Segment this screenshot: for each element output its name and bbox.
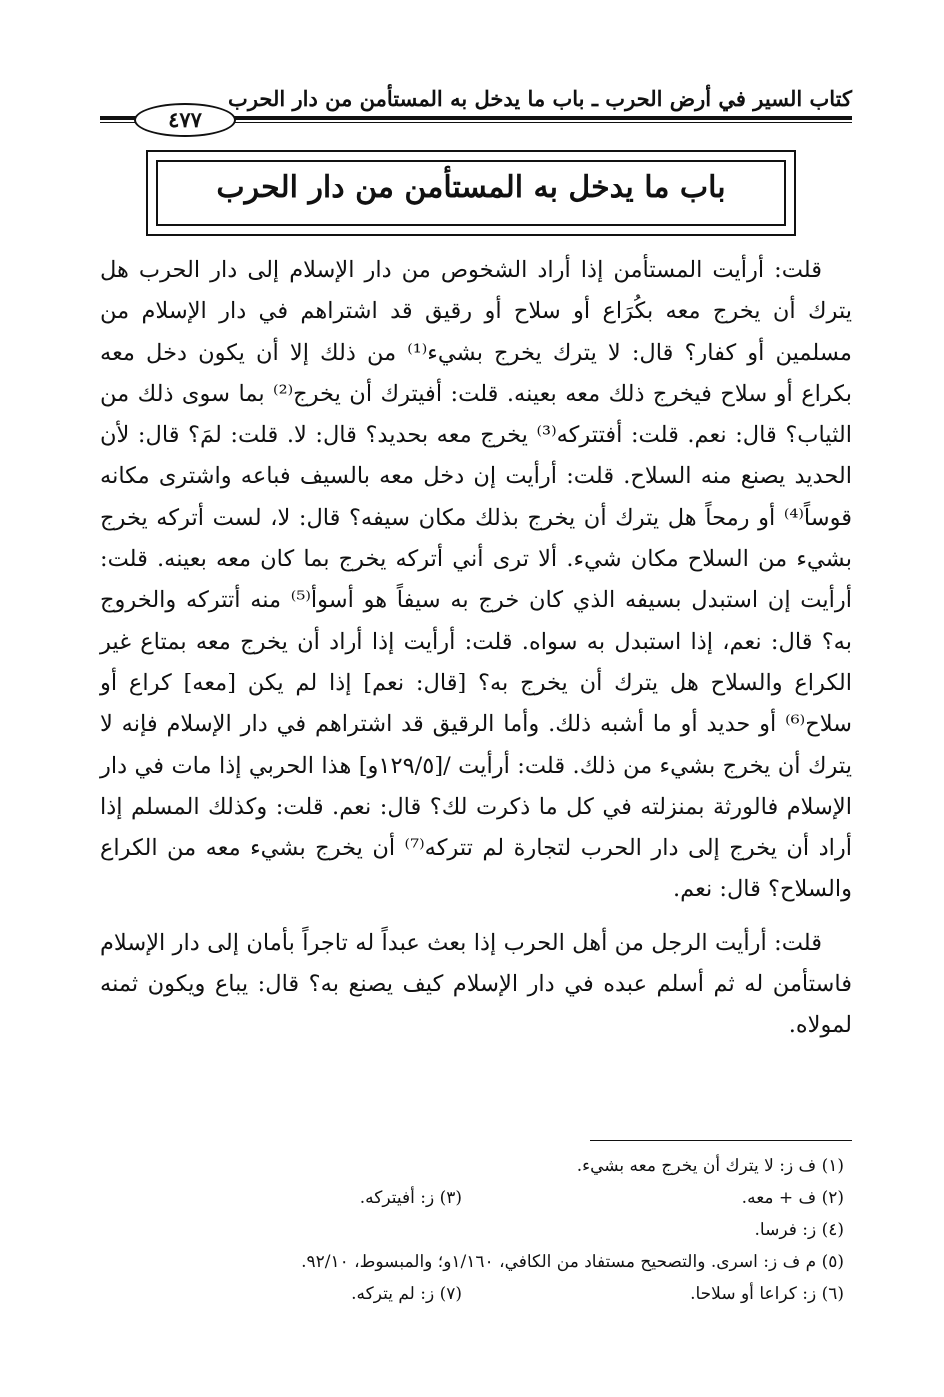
- footnote: (٦) ز: كراعا أو سلاحا.: [690, 1284, 844, 1304]
- footnote-row: [100, 1214, 852, 1246]
- footnote-row: [100, 1150, 852, 1182]
- footnotes: [100, 1150, 852, 1310]
- chapter-title-inner-frame: [156, 160, 786, 226]
- footnote: (١) ف ز: لا يترك أن يخرج معه بشيء.: [576, 1156, 844, 1176]
- body-text: [100, 250, 852, 1047]
- footnote: (٧) ز: لم يتركه.: [351, 1284, 462, 1304]
- footnote: (٤) ز: فرسا.: [754, 1220, 844, 1240]
- chapter-title-frame: [146, 150, 796, 236]
- footnote: (٢) ف + معه.: [741, 1188, 844, 1208]
- footnote-row: [100, 1246, 852, 1278]
- paragraph: قلت: أرأيت المستأمن إذا أراد الشخوص من دار الإسلام إلى دار الحرب هل يترك أن يخرج معه بكُرَاع أو سلاح أو رقيق قد اشتراهم في دار الإسلام من مسلمين أو كفار؟ قال: لا يترك يخرج بشيء⁽¹⁾ من ذلك إلا أن يكون دخل معه بكراع أو سلاح فيخرج ذلك معه بعينه. قلت: أفيترك أن يخرج⁽²⁾ بما سوى ذلك من الثياب؟ قال: نعم. قلت: أفتتركه⁽³⁾ يخرج معه بحديد؟ قال: لا. قلت: لمَ؟ قال: لأن الحديد يصنع منه السلاح. قلت: أرأيت إن دخل معه بالسيف فباعه واشترى مكانه قوساً⁽⁴⁾ أو رمحاً هل يترك أن يخرج بذلك مكان سيفه؟ قال: لا، لست أتركه يخرج بشيء من السلاح مكان شيء. ألا ترى أني أتركه يخرج بما كان معه بعينه. قلت: أرأيت إن استبدل بسيفه الذي كان خرج به سيفاً هو أسوأ⁽⁵⁾ منه أتتركه والخروج به؟ قال: نعم، إذا استبدل به سواه. قلت: أرأيت إذا أراد أن يخرج معه بمتاع غير الكراع والسلاح هل يترك أن يخرج به؟ [قال: نعم] إذا لم يكن [معه] كراع أو سلاح⁽⁶⁾ أو حديد أو ما أشبه ذلك. وأما الرقيق قد اشتراهم في دار الإسلام فإنه لا يترك أن يخرج بشيء من ذلك. قلت: أرأيت /[١٢٩/٥و] هذا الحربي إذا مات في دار الإسلام فالورثة بمنزلته في كل ما ذكرت لك؟ قال: نعم. قلت: وكذلك المسلم إذا أراد أن يخرج إلى دار الحرب لتجارة لم تتركه⁽⁷⁾ أن يخرج بشيء معه من الكراع والسلاح؟ قال: نعم.: [100, 257, 852, 903]
- chapter-title: باب ما يدخل به المستأمن من دار الحرب: [216, 170, 726, 205]
- running-title: كتاب السير في أرض الحرب ـ باب ما يدخل به المستأمن من دار الحرب: [228, 86, 852, 111]
- footnote-separator: [590, 1140, 852, 1141]
- page-number: ٤٧٧: [134, 103, 236, 137]
- footnote-row: [100, 1278, 852, 1310]
- footnote-row: [100, 1182, 852, 1214]
- footnote: (٥) م ف ز: اسرى. والتصحيح مستفاد من الكافي، ١/١٦٠و؛ والمبسوط، ٩٢/١٠.: [301, 1252, 844, 1272]
- paragraph: قلت: أرأيت الرجل من أهل الحرب إذا بعث عبداً له تاجراً بأمان إلى دار الإسلام فاستأمن له ثم أسلم عبده في دار الإسلام كيف يصنع به؟ قال: يباع ويكون ثمنه لمولاه.: [100, 929, 852, 1039]
- running-header: [100, 84, 852, 132]
- footnote: (٣) ز: أفيتركه.: [359, 1188, 462, 1208]
